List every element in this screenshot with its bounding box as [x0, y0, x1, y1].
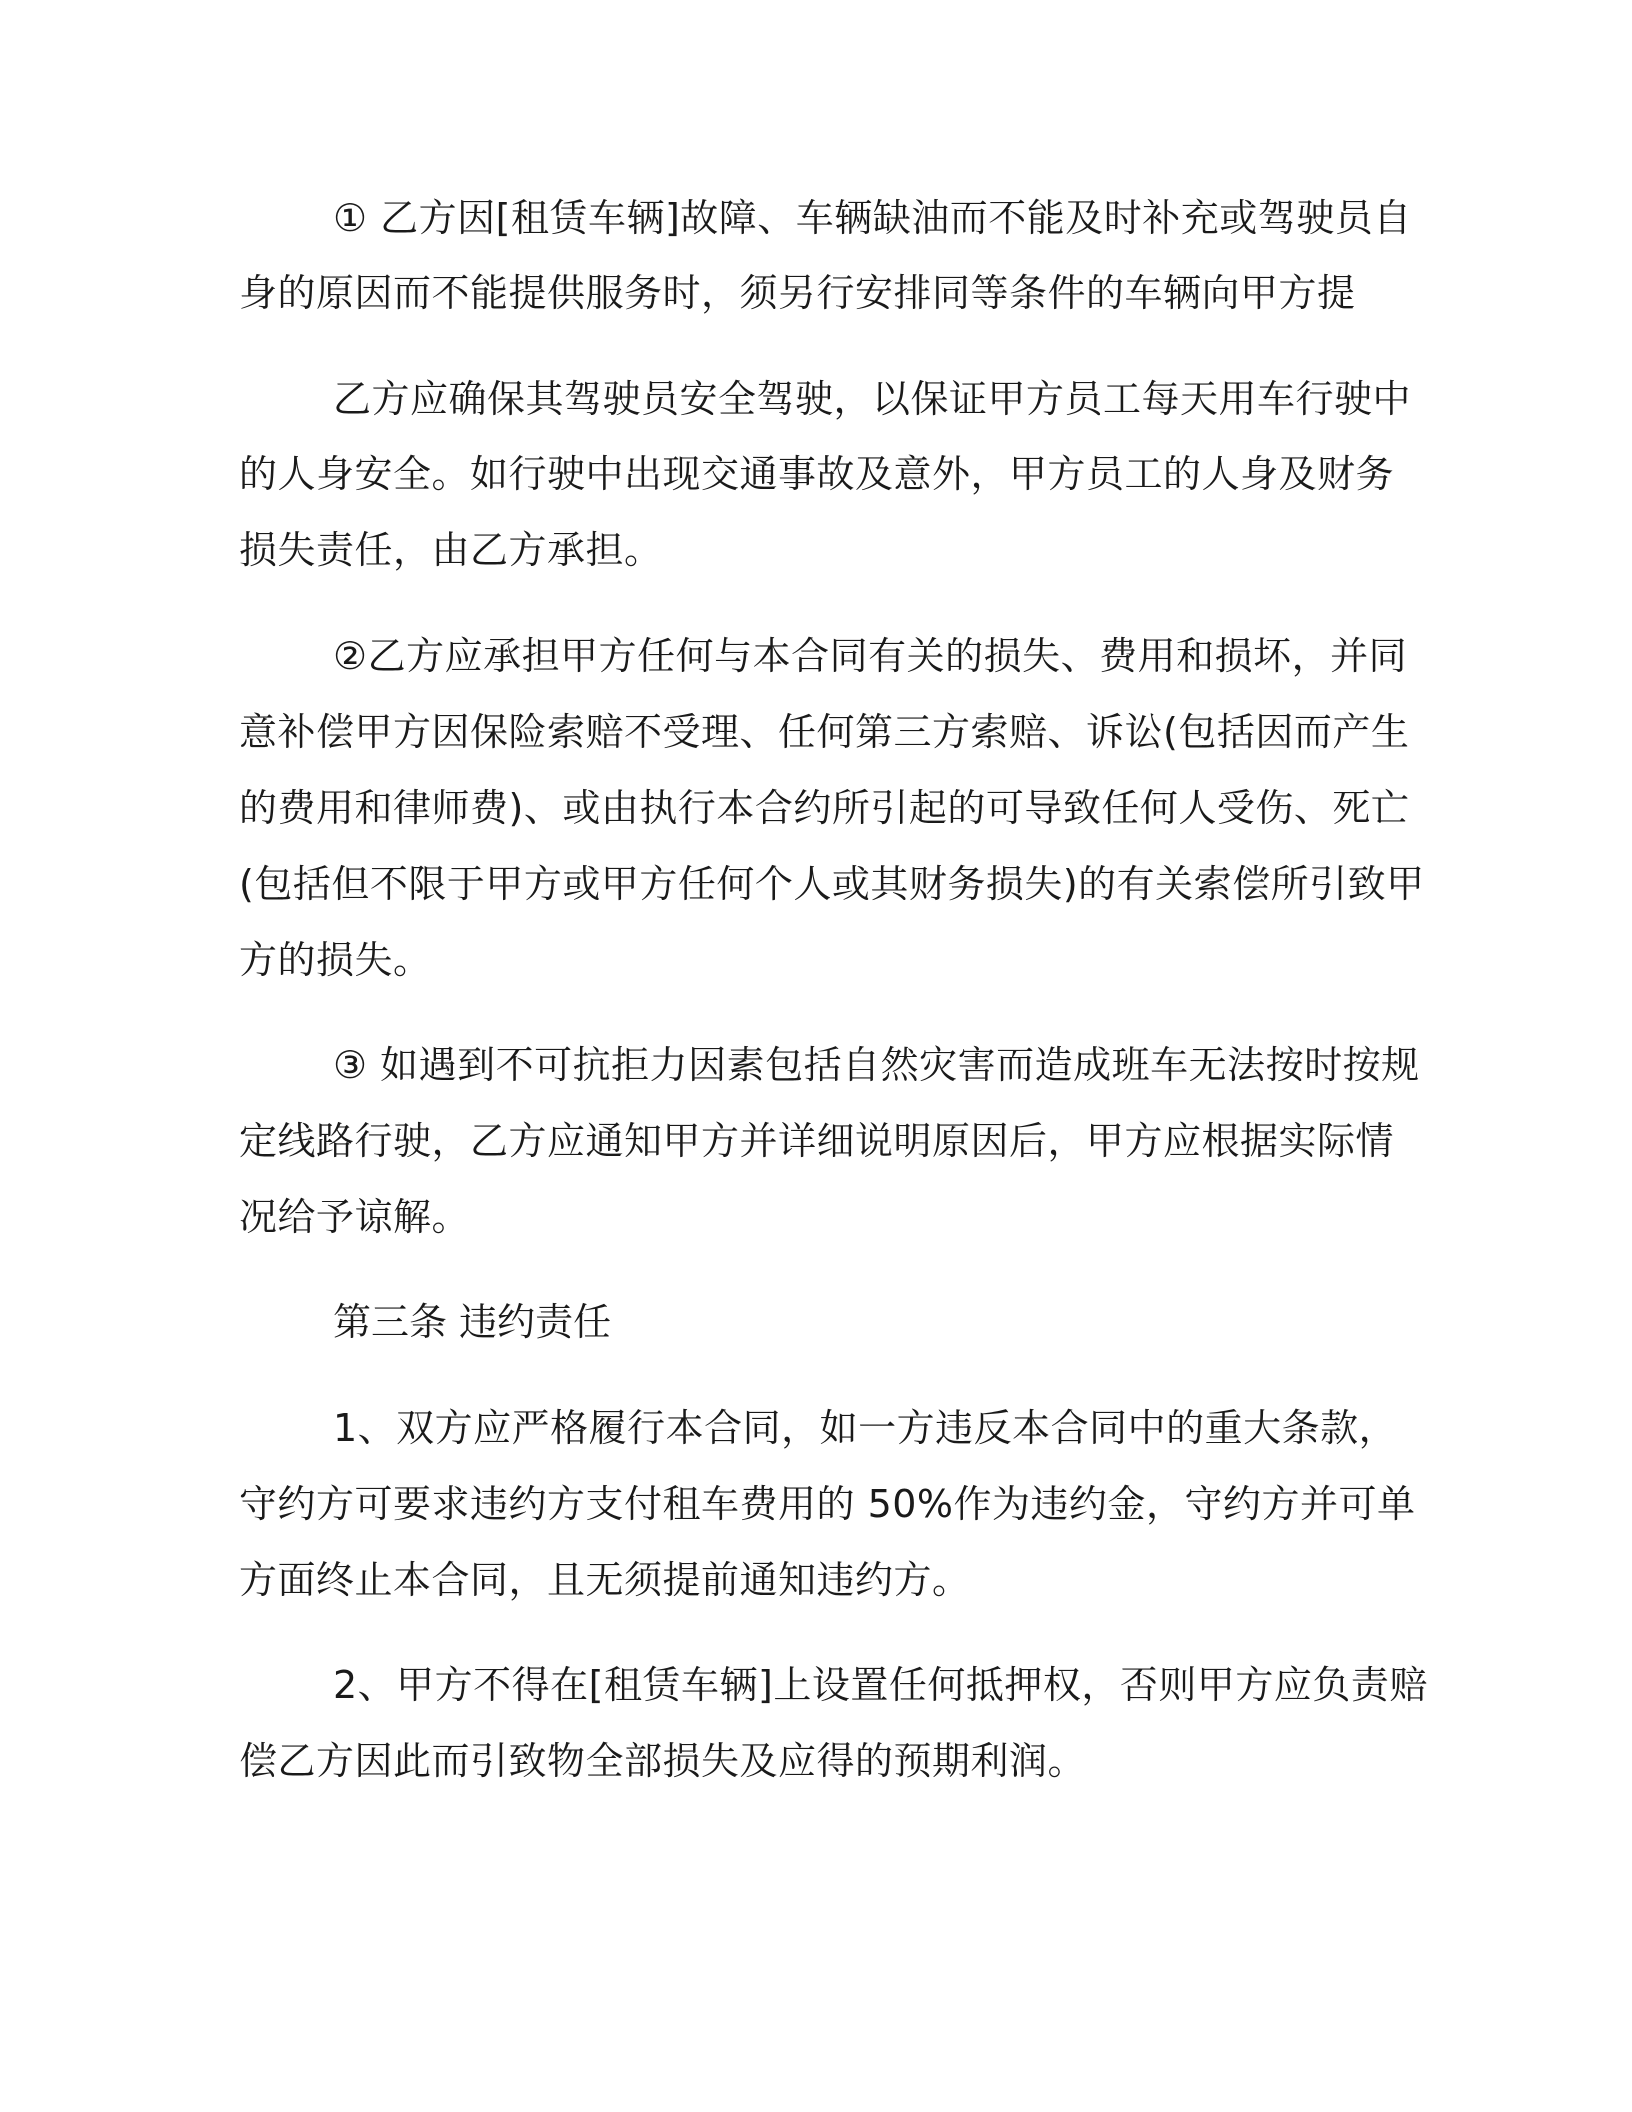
paragraph-2-line-1: 乙方应确保其驾驶员安全驾驶，以保证甲方员工每天用车行驶中 — [333, 377, 1412, 421]
section-heading-breach-liability: 第三条 违约责任 — [333, 1300, 612, 1344]
paragraph-2-line-2: 的人身安全。如行驶中出现交通事故及意外，甲方员工的人身及财务 — [239, 452, 1395, 496]
paragraph-3-line-5: 方的损失。 — [239, 938, 432, 982]
paragraph-6-line-1: 2、甲方不得在[租赁车辆]上设置任何抵押权，否则甲方应负责赔 — [333, 1663, 1428, 1707]
paragraph-3-line-1: ②乙方应承担甲方任何与本合同有关的损失、费用和损坏，并同 — [333, 634, 1408, 678]
paragraph-5-line-1: 1、双方应严格履行本合同，如一方违反本合同中的重大条款， — [333, 1406, 1398, 1450]
paragraph-3-line-3: 的费用和律师费)、或由执行本合约所引起的可导致任何人受伤、死亡 — [239, 786, 1410, 830]
paragraph-1-line-1: ① 乙方因[租赁车辆]故障、车辆缺油而不能及时补充或驾驶员自 — [333, 196, 1412, 240]
paragraph-4-line-3: 况给予谅解。 — [239, 1195, 471, 1239]
paragraph-3-line-4: (包括但不限于甲方或甲方任何个人或其财务损失)的有关索偿所引致甲 — [239, 862, 1425, 906]
paragraph-1-line-2: 身的原因而不能提供服务时，须另行安排同等条件的车辆向甲方提 — [239, 271, 1356, 315]
paragraph-5-line-3: 方面终止本合同，且无须提前通知违约方。 — [239, 1558, 971, 1602]
paragraph-6-line-2: 偿乙方因此而引致物全部损失及应得的预期利润。 — [239, 1739, 1087, 1783]
paragraph-5-line-2: 守约方可要求违约方支付租车费用的 50%作为违约金，守约方并可单 — [239, 1482, 1416, 1526]
paragraph-4-line-2: 定线路行驶，乙方应通知甲方并详细说明原因后，甲方应根据实际情 — [239, 1119, 1395, 1163]
paragraph-2-line-3: 损失责任，由乙方承担。 — [239, 528, 663, 572]
paragraph-4-line-1: ③ 如遇到不可抗拒力因素包括自然灾害而造成班车无法按时按规 — [333, 1043, 1420, 1087]
paragraph-3-line-2: 意补偿甲方因保险索赔不受理、任何第三方索赔、诉讼(包括因而产生 — [239, 710, 1410, 754]
